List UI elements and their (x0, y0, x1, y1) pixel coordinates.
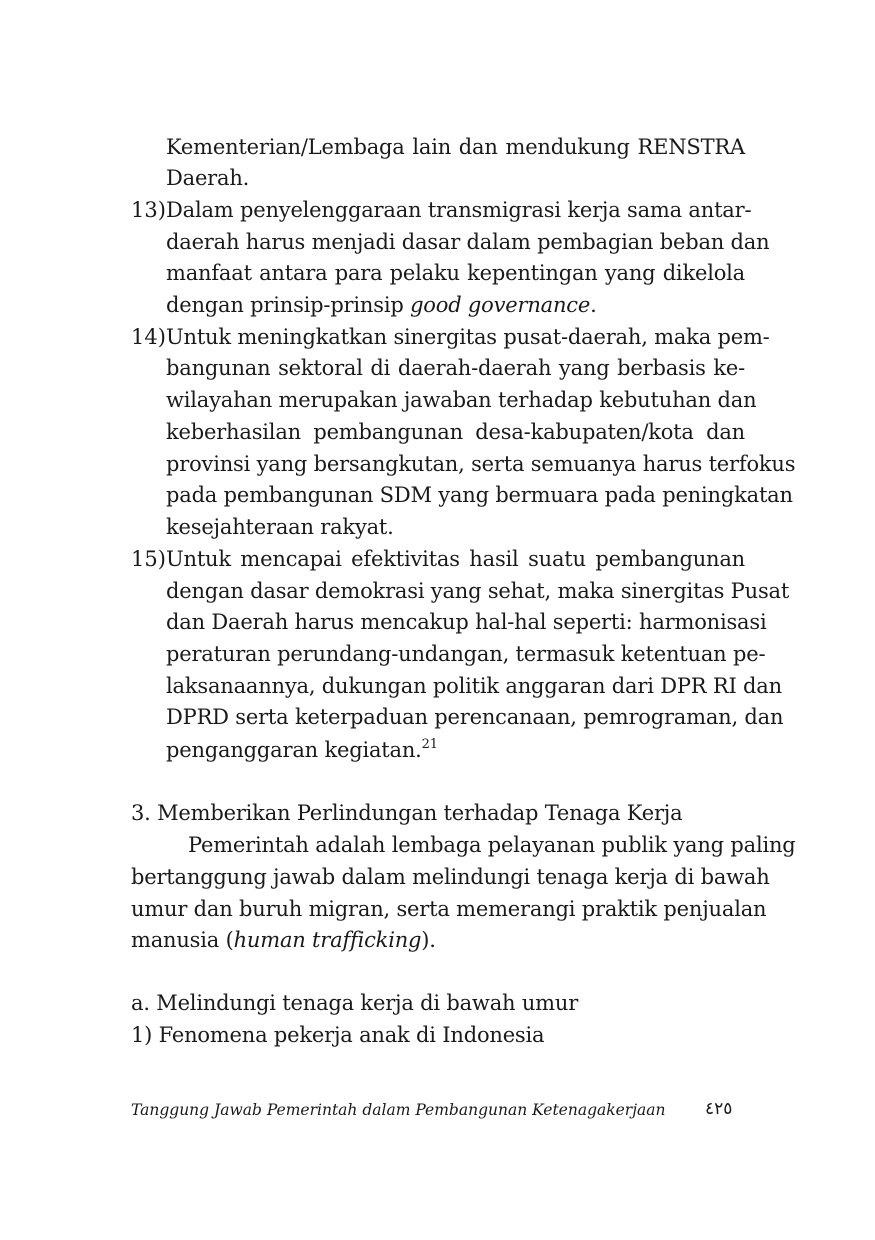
text-line: bangunan sektoral di daerah-daerah yang berbasis ke- (166, 356, 745, 380)
running-footer-title: Tanggung Jawab Pemerintah dalam Pembangunan Ketenagakerjaan (131, 1101, 666, 1119)
paragraph-line: bertanggung jawab dalam melindungi tenaga kerja di bawah (131, 865, 770, 889)
text-line: manfaat antara para pelaku kepentingan yang dikelola (166, 261, 745, 285)
text-line: wilayahan merupakan jawaban terhadap kebutuhan dan (166, 388, 757, 412)
text-line: daerah harus menjadi dasar dalam pembagian beban dan (166, 230, 770, 254)
text-run: manusia ( (131, 928, 234, 952)
subsection-heading: a. Melindungi tenaga kerja di bawah umur (131, 991, 579, 1015)
text-line: provinsi yang bersangkutan, serta semuanya harus terfokus (166, 452, 796, 476)
text-run: . (590, 293, 597, 317)
paragraph-line (131, 926, 436, 954)
section-heading: 3. Memberikan Perlindungan terhadap Tenaga Kerja (131, 801, 683, 825)
text-run: penganggaran kegiatan. (166, 738, 422, 762)
text-run: dengan prinsip-prinsip (166, 293, 411, 317)
text-line: kesejahteraan rakyat. (166, 515, 394, 539)
italic-term: human trafficking (233, 928, 422, 952)
list-number: 13) (131, 198, 166, 222)
text-line: laksanaannya, dukungan politik anggaran dari DPR RI dan (166, 674, 782, 698)
list-number: 15) (131, 547, 166, 571)
text-line: Dalam penyelenggaraan transmigrasi kerja sama antar- (166, 198, 752, 222)
text-line: Kementerian/Lembaga lain dan mendukung RENSTRA (166, 135, 745, 159)
text-line: Daerah. (166, 166, 250, 190)
text-line: peraturan perundang-undangan, termasuk ketentuan pe- (166, 642, 766, 666)
text-line: DPRD serta keterpaduan perencanaan, pemrograman, dan (166, 705, 784, 729)
text-line (166, 736, 438, 764)
text-line (166, 291, 597, 319)
italic-term: good governance (410, 293, 591, 317)
text-run: ). (421, 928, 436, 952)
text-line: dan Daerah harus mencakup hal-hal seperti: harmonisasi (166, 610, 767, 634)
text-line: Untuk meningkatkan sinergitas pusat-daerah, maka pem- (166, 325, 770, 349)
text-line: keberhasilan pembangunan desa-kabupaten/kota dan (166, 420, 745, 444)
list-number: 14) (131, 325, 166, 349)
text-line: pada pembangunan SDM yang bermuara pada peningkatan (166, 483, 793, 507)
paragraph-line: umur dan buruh migran, serta memerangi praktik penjualan (131, 897, 767, 921)
subsection-heading: 1) Fenomena pekerja anak di Indonesia (131, 1023, 545, 1047)
page-number: ٤٢٥ (705, 1099, 733, 1119)
paragraph-line: Pemerintah adalah lembaga pelayanan publik yang paling (188, 833, 796, 857)
text-line: Untuk mencapai efektivitas hasil suatu pembangunan (166, 547, 745, 571)
text-line: dengan dasar demokrasi yang sehat, maka sinergitas Pusat (166, 579, 790, 603)
footnote-reference[interactable]: 21 (421, 737, 438, 752)
